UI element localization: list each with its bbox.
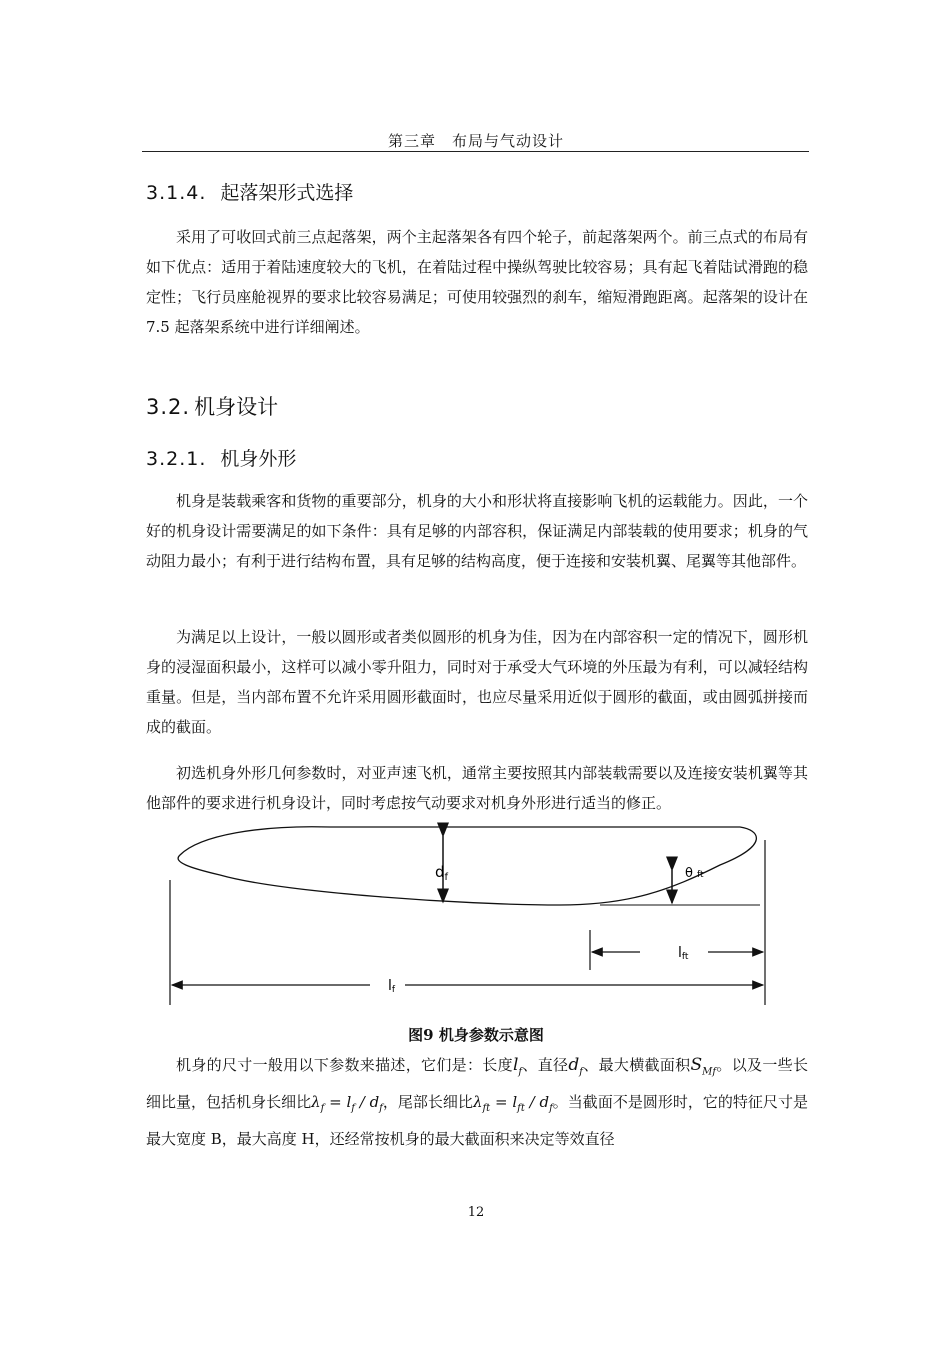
section-title: 机身设计 — [194, 395, 279, 419]
section-number: 3.1.4. — [146, 182, 207, 204]
section-number: 3.2. — [146, 395, 191, 419]
section-title: 机身外形 — [220, 448, 297, 470]
section-title: 起落架形式选择 — [220, 182, 354, 204]
fuselage-outline — [178, 827, 756, 905]
paragraph-fuselage-1: 机身是装载乘客和货物的重要部分，机身的大小和形状将直接影响飞机的运载能力。因此，一个好的机身设计需要满足的如下条件：具有足够的内部容积，保证满足内部装载的使用要求；机身的气动阻力最小；有利于进行结构布置，具有足够的结构高度，便于连接和安装机翼、尾翼等其他部件。 — [146, 492, 808, 570]
fuselage-length-label: lf — [388, 978, 396, 995]
paragraph-fuselage-2: 为满足以上设计，一般以圆形或者类似圆形的机身为佳，因为在内部容积一定的情况下，圆形机身的浸湿面积最小，这样可以减小零升阻力，同时对于承受大气环境的外压最为有利，可以减轻结构重量。但是，当内部布置不允许采用圆形截面时，也应尽量采用近似于圆形的截面，或由圆弧拼接而成的截面。 — [146, 628, 808, 736]
header-rule — [142, 151, 809, 152]
figure-caption: 图9 机身参数示意图 — [408, 1026, 544, 1044]
diameter-label: $d_f$ — [435, 863, 449, 883]
section-heading-3-2 — [146, 391, 278, 421]
paragraph-parameters: 机身的尺寸一般用以下参数来描述，它们是：长度$l_f$、直径$d_f$、最大横截面积$S_{Mf}$。以及一些长细比量，包括机身长细比$\lambda_f = l_f / d_f$，尾部长细比$\lambda_{ft} = l_{ft} / d_f$。当截面不是圆形时，它的特征尺寸是最大宽度 B，最大高度 H，还经常按机身的最大截面积来决定等效直径 — [146, 1055, 808, 1149]
section-heading-3-1-4 — [146, 178, 353, 205]
paragraph-landing-gear: 采用了可收回式前三点起落架，两个主起落架各有四个轮子，前起落架两个。前三点式的布局有如下优点：适用于着陆速度较大的飞机，在着陆过程中操纵驾驶比较容易；具有起飞着陆试滑跑的稳定性；飞行员座舱视界的要求比较容易满足；可使用较强烈的刹车，缩短滑跑距离。起落架的设计在 7.5 起落架系统中进行详细阐述。 — [146, 228, 808, 336]
section-number: 3.2.1. — [146, 448, 207, 470]
tail-length-label: lft — [678, 945, 689, 962]
page-number: 12 — [467, 1205, 485, 1220]
fuselage-diagram — [160, 820, 780, 1020]
paragraph-fuselage-3: 初选机身外形几何参数时，对亚声速飞机，通常主要按照其内部装载需要以及连接安装机翼等其他部件的要求进行机身设计，同时考虑按气动要求对机身外形进行适当的修正。 — [146, 764, 808, 812]
running-header: 第三章 布局与气动设计 — [387, 132, 564, 150]
tail-angle-label: θ ft — [685, 866, 704, 881]
section-heading-3-2-1 — [146, 444, 296, 471]
